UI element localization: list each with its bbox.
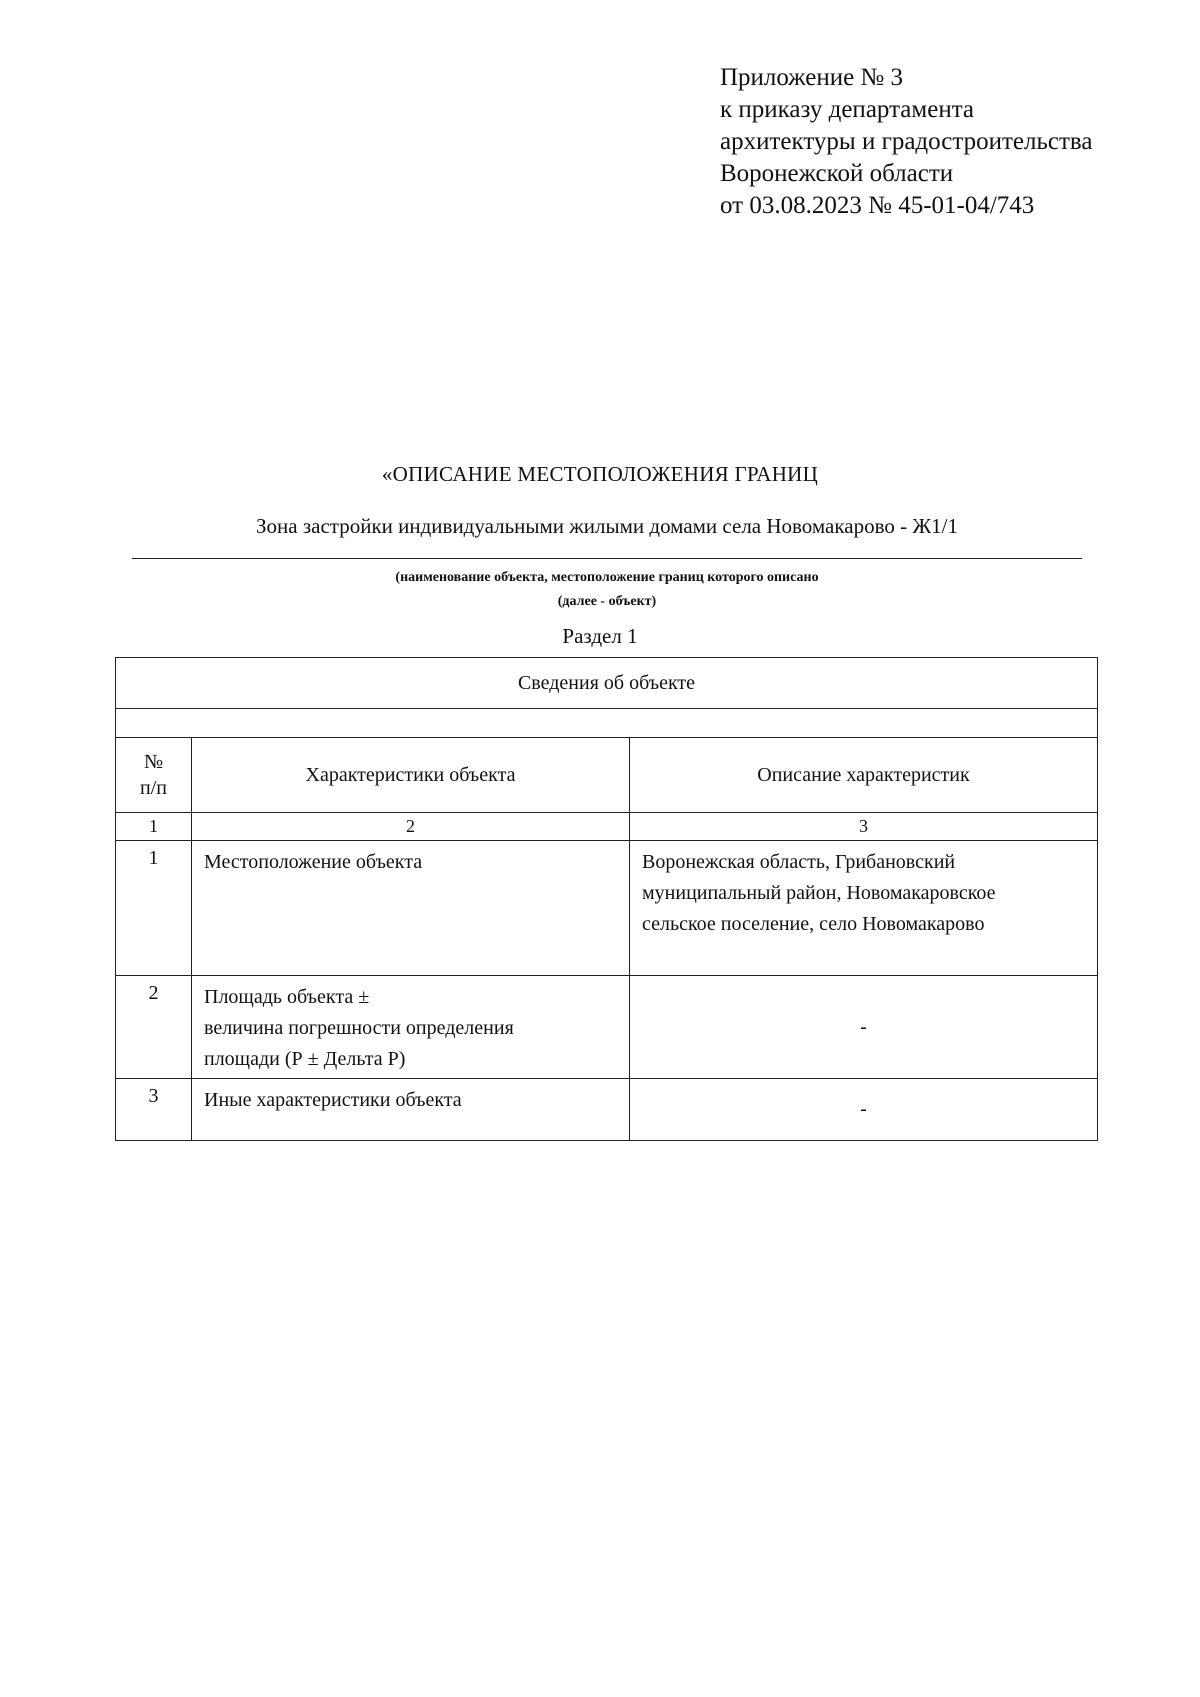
appendix-line: архитектуры и градостроительства	[720, 128, 1093, 155]
object-name: Зона застройки индивидуальными жилыми домами села Новомакарово - Ж1/1	[256, 514, 958, 538]
appendix-block	[720, 62, 1092, 222]
header-number-line: п/п	[140, 777, 167, 799]
row-number: 1	[116, 841, 192, 976]
row-number: 3	[116, 1079, 192, 1141]
appendix-line: к приказу департамента	[720, 96, 975, 123]
row-description: -	[630, 976, 1098, 1079]
cell-line: Иные характеристики объекта	[204, 1089, 462, 1111]
cell-line: Площадь объекта ±	[204, 986, 370, 1008]
header-characteristic: Характеристики объекта	[192, 738, 630, 813]
table-empty-row	[116, 709, 1098, 738]
cell-line: Воронежская область, Грибановский	[642, 851, 956, 873]
table-caption: Сведения об объекте	[116, 658, 1098, 709]
cell-line: величина погрешности определения	[204, 1017, 514, 1039]
table-row	[116, 976, 1098, 1079]
cell-line: сельское поселение, село Новомакарово	[642, 913, 985, 935]
section-label: Раздел 1	[562, 624, 638, 648]
row-characteristic	[192, 1079, 630, 1141]
appendix-line: от 03.08.2023 № 45-01-04/743	[720, 192, 1035, 219]
table-row	[116, 841, 1098, 976]
caption-line: (наименование объекта, местоположение границ которого описано	[395, 570, 819, 585]
cell-line: площади (Р ± Дельта Р)	[204, 1048, 406, 1070]
row-characteristic	[192, 841, 630, 976]
index-cell: 1	[116, 813, 192, 841]
appendix-line: Приложение № 3	[720, 64, 904, 91]
header-number	[116, 738, 192, 813]
cell-line: Местоположение объекта	[204, 851, 423, 873]
table-row	[116, 1079, 1098, 1141]
appendix-line: Воронежской области	[720, 160, 954, 187]
object-info-table	[115, 657, 1098, 1141]
row-description	[630, 841, 1098, 976]
header-number-line: №	[143, 751, 164, 773]
row-number: 2	[116, 976, 192, 1079]
cell-line: муниципальный район, Новомакаровское	[642, 882, 996, 904]
object-name-underline	[132, 558, 1082, 559]
index-cell: 3	[630, 813, 1098, 841]
object-name-caption	[132, 566, 1082, 614]
document-title: «ОПИСАНИЕ МЕСТОПОЛОЖЕНИЯ ГРАНИЦ	[381, 462, 819, 486]
row-description: -	[630, 1079, 1098, 1141]
row-characteristic	[192, 976, 630, 1079]
index-cell: 2	[192, 813, 630, 841]
caption-line: (далее - объект)	[557, 594, 657, 609]
header-description: Описание характеристик	[630, 738, 1098, 813]
